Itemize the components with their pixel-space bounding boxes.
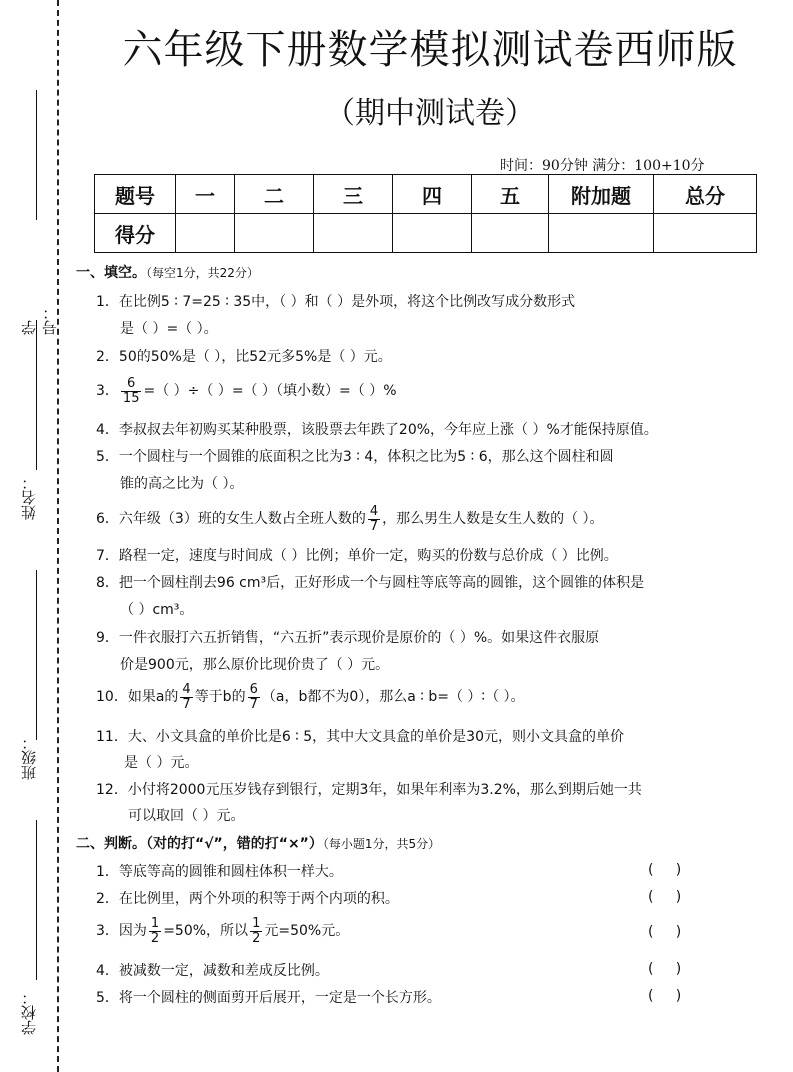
fraction-numerator: 4 — [369, 503, 379, 519]
fraction-denominator: 2 — [252, 930, 261, 946]
fraction-numerator: 6 — [121, 377, 142, 392]
fraction-numerator: 6 — [249, 681, 258, 697]
question-9-line1: 9．一件衣服打六五折销售，“六五折”表示现价是原价的（ ）%。如果这件衣服原 — [96, 630, 600, 646]
table-header-cell: 附加题 — [549, 175, 654, 214]
page-subtitle: （期中测试卷） — [325, 96, 535, 131]
question-10 — [96, 680, 525, 714]
name-field[interactable] — [8, 320, 48, 530]
question-12-line1: 12．小付将2000元压岁钱存到银行，定期3年，如果年利率为3.2%，那么到期后她一共 — [96, 782, 642, 798]
question-7: 7．路程一定，速度与时间成（ ）比例；单价一定，购买的份数与总价成（ ）比例。 — [96, 548, 618, 564]
question-10-prefix: 10．如果a的 — [96, 689, 179, 705]
question-10-rest: （a，b都不为0），那么a ∶ b=（ ）∶（ ）。 — [261, 689, 525, 705]
section1-heading: 一、填空。 — [76, 265, 146, 281]
table-header-cell: 一 — [176, 175, 235, 214]
answer-parentheses[interactable]: ( ) — [648, 889, 682, 905]
answer-parentheses[interactable]: ( ) — [648, 924, 682, 940]
score-cell[interactable] — [393, 214, 472, 253]
fraction-numerator: 1 — [252, 915, 261, 931]
question-8-line1: 8．把一个圆柱削去96 cm³后，正好形成一个与圆柱等底等高的圆锥，这个圆锥的体积是 — [96, 575, 645, 591]
fraction-denominator: 15 — [122, 390, 140, 406]
section1-note: （每空1分，共22分） — [146, 266, 259, 280]
school-label: 学校： — [20, 990, 38, 1035]
section2-heading: 二、判断。（对的打“√”，错的打“×”） — [76, 836, 323, 852]
fraction-denominator: 7 — [182, 696, 191, 712]
score-table-score-row — [95, 214, 757, 253]
name-label: 姓名： — [20, 475, 38, 520]
score-table — [94, 174, 757, 253]
question-3-fraction — [121, 377, 142, 406]
judgment-3-fraction-1 — [149, 917, 161, 946]
class-underline — [36, 570, 37, 740]
question-8-line2: （ ）cm³。 — [120, 602, 194, 618]
class-field[interactable] — [8, 570, 48, 780]
score-cell[interactable] — [176, 214, 235, 253]
judgment-5: 5．将一个圆柱的侧面剪开后展开，一定是一个长方形。 — [96, 990, 441, 1006]
question-4: 4．李叔叔去年初购买某种股票，该股票去年跌了20%，今年应上涨（ ）%才能保持原值。 — [96, 422, 658, 438]
fraction-denominator: 2 — [150, 930, 160, 946]
question-12-line2: 可以取回（ ）元。 — [128, 808, 245, 824]
fraction-denominator: 7 — [249, 696, 258, 712]
score-cell[interactable] — [235, 214, 314, 253]
score-table-header-row — [95, 175, 757, 214]
question-6-fraction — [368, 505, 380, 534]
table-header-cell: 五 — [472, 175, 549, 214]
question-1-line2: 是（ ）=（ ）。 — [120, 321, 218, 337]
table-row-label: 得分 — [95, 214, 176, 253]
name-underline — [36, 320, 37, 470]
answer-parentheses[interactable]: ( ) — [648, 988, 682, 1004]
page-title: 六年级下册数学模拟测试卷西师版 — [122, 27, 738, 73]
score-cell[interactable] — [549, 214, 654, 253]
table-header-cell: 三 — [314, 175, 393, 214]
question-1-line1: 1．在比例5 ∶ 7=25 ∶ 35中，（ ）和（ ）是外项，将这个比例改写成分数形式 — [96, 294, 576, 310]
section2-note: （每小题1分，共5分） — [322, 837, 441, 851]
student-id-underline — [36, 90, 37, 220]
fraction-denominator: 7 — [369, 518, 379, 534]
judgment-3-mid: =50%，所以 — [163, 923, 249, 939]
judgment-4: 4．被减数一定，减数和差成反比例。 — [96, 963, 329, 979]
judgment-2: 2．在比例里，两个外项的积等于两个内项的积。 — [96, 891, 399, 907]
question-9-line2: 价是900元，那么原价比现价贵了（ ）元。 — [120, 657, 390, 673]
student-id-label: 学号： — [20, 305, 59, 335]
judgment-3 — [96, 914, 349, 948]
table-header-cell: 题号 — [95, 175, 176, 214]
student-id-field[interactable] — [8, 90, 59, 335]
question-3 — [96, 374, 397, 408]
question-3-prefix: 3． — [96, 383, 119, 399]
score-cell[interactable] — [654, 214, 757, 253]
table-header-cell: 总分 — [654, 175, 757, 214]
fraction-numerator: 4 — [182, 681, 191, 697]
binding-dashed-line — [57, 0, 59, 1072]
class-label: 班级： — [20, 735, 38, 780]
question-6-rest: ，那么男生人数是女生人数的（ ）。 — [382, 511, 604, 527]
section1-heading-line — [76, 263, 259, 283]
table-header-cell: 四 — [393, 175, 472, 214]
question-10-mid: 等于b的 — [194, 689, 246, 705]
table-header-cell: 二 — [235, 175, 314, 214]
question-5-line1: 5．一个圆柱与一个圆锥的底面积之比为3 ∶ 4，体积之比为5 ∶ 6，那么这个圆柱和圆 — [96, 449, 614, 465]
judgment-3-rest: 元=50%元。 — [264, 923, 350, 939]
school-field[interactable] — [8, 820, 48, 1050]
question-10-fraction-2 — [248, 683, 260, 712]
question-3-rest: =（ ）÷（ ）=（ ）（填小数）=（ ）% — [143, 383, 397, 399]
time-and-score-info: 时间：90分钟 满分：100+10分 — [500, 158, 705, 174]
question-2: 2．50的50%是（ ），比52元多5%是（ ）元。 — [96, 349, 392, 365]
question-11-line2: 是（ ）元。 — [124, 755, 199, 771]
score-cell[interactable] — [314, 214, 393, 253]
judgment-1: 1．等底等高的圆锥和圆柱体积一样大。 — [96, 864, 343, 880]
score-cell[interactable] — [472, 214, 549, 253]
question-6-prefix: 6．六年级（3）班的女生人数占全班人数的 — [96, 511, 366, 527]
answer-parentheses[interactable]: ( ) — [648, 862, 682, 878]
question-10-fraction-1 — [180, 683, 192, 712]
judgment-3-fraction-2 — [250, 917, 262, 946]
question-6 — [96, 502, 604, 536]
question-11-line1: 11．大、小文具盒的单价比是6 ∶ 5，其中大文具盒的单价是30元，则小文具盒的单价 — [96, 729, 624, 745]
fraction-numerator: 1 — [150, 915, 160, 931]
answer-parentheses[interactable]: ( ) — [648, 961, 682, 977]
school-underline — [36, 820, 37, 980]
section2-heading-line — [76, 834, 440, 854]
question-5-line2: 锥的高之比为（ ）。 — [120, 476, 244, 492]
judgment-3-prefix: 3．因为 — [96, 923, 147, 939]
